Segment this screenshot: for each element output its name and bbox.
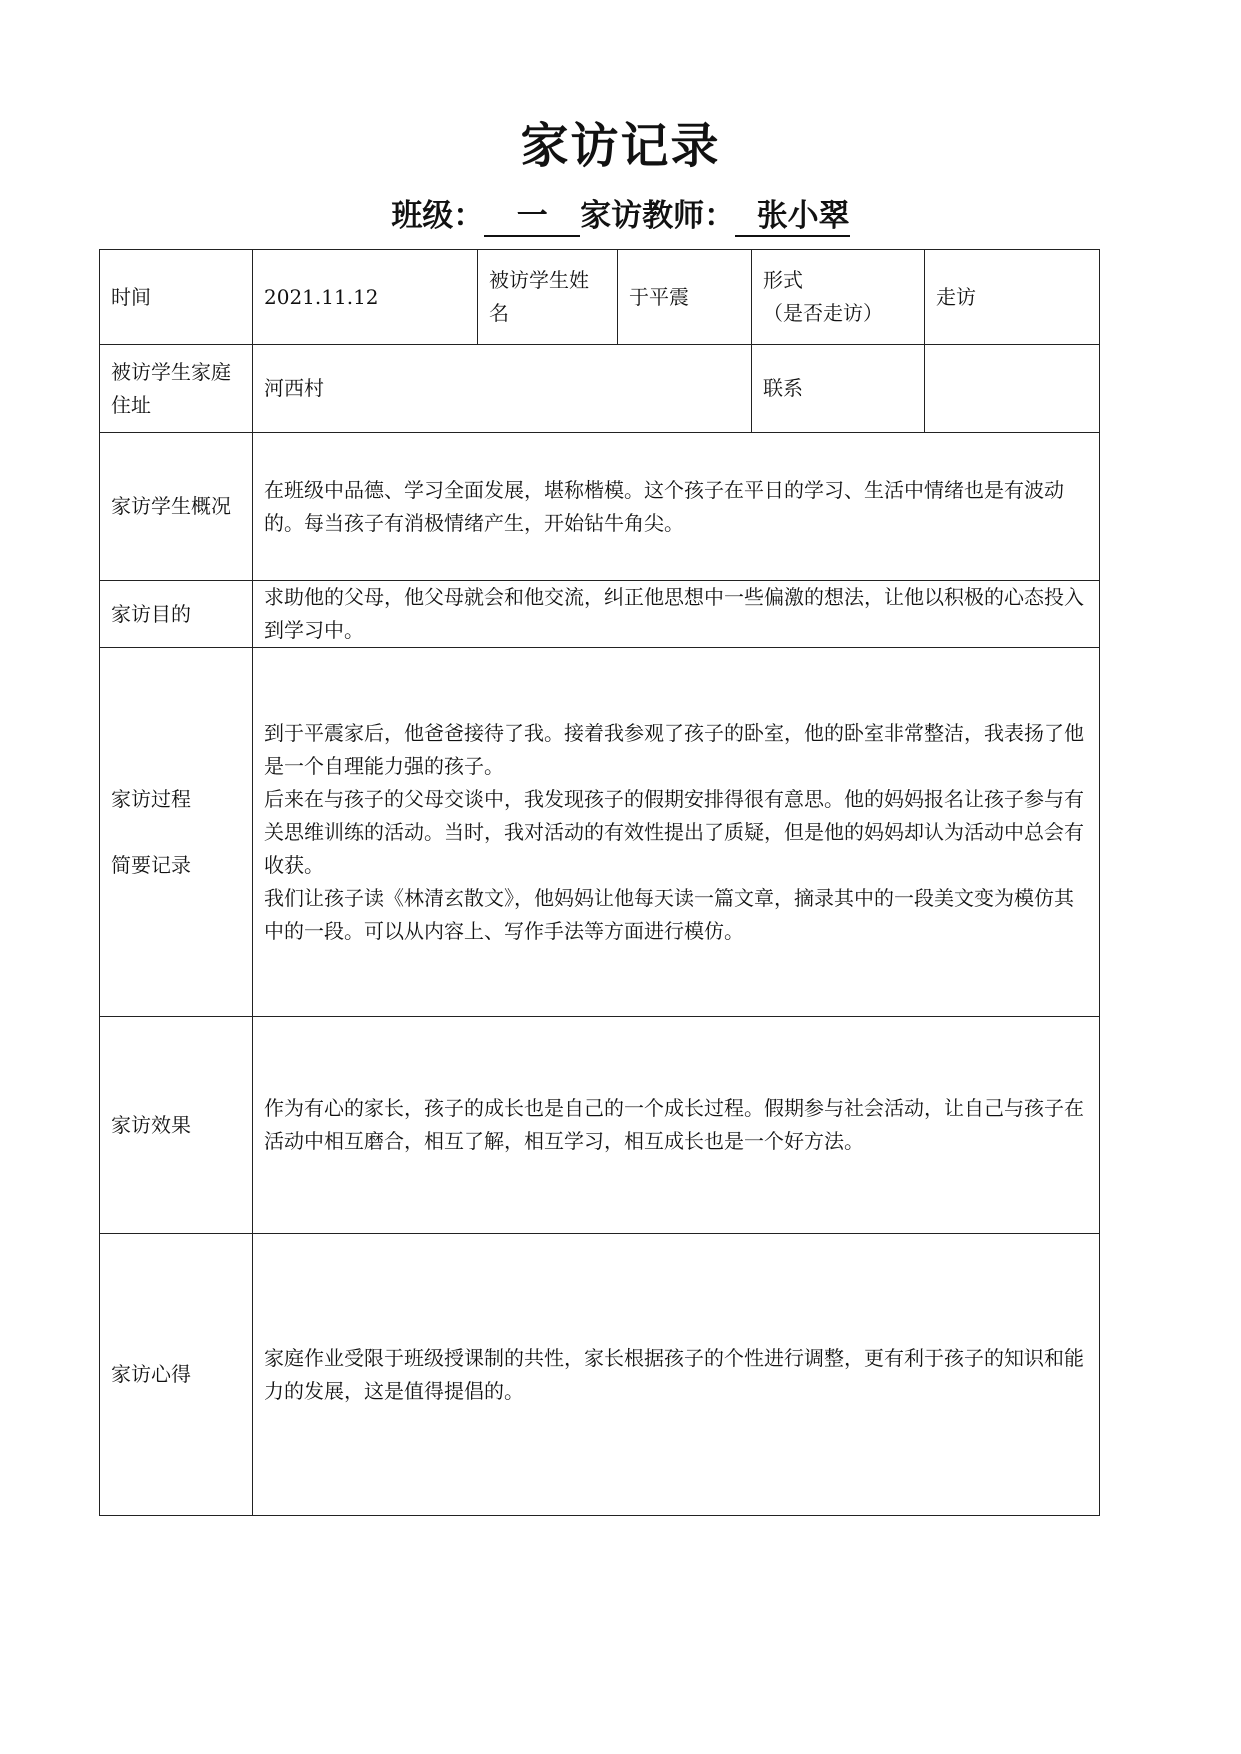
effect-label: 家访效果 — [100, 1017, 253, 1234]
visit-record-table — [99, 249, 1100, 1516]
process-paragraph: 我们让孩子读《林清玄散文》，他妈妈让他每天读一篇文章，摘录其中的一段美文变为模仿其中的一段。可以从内容上、写作手法等方面进行模仿。 — [264, 885, 1074, 943]
overview-label: 家访学生概况 — [100, 433, 253, 581]
effect-text: 作为有心的家长，孩子的成长也是自己的一个成长过程。假期参与社会活动，让自己与孩子在活动中相互磨合，相互了解，相互学习，相互成长也是一个好方法。 — [253, 1017, 1100, 1234]
page-title: 家访记录 — [520, 118, 721, 174]
student-name-value: 于平震 — [618, 250, 752, 345]
contact-value — [925, 345, 1100, 433]
table-row — [100, 1234, 1100, 1516]
teacher-label: 家访教师： — [580, 198, 736, 234]
overview-text: 在班级中品德、学习全面发展，堪称楷模。这个孩子在平日的学习、生活中情绪也是有波动的。每当孩子有消极情绪产生，开始钻牛角尖。 — [253, 433, 1100, 581]
process-text — [253, 648, 1100, 1017]
student-name-label: 被访学生姓名 — [478, 250, 618, 345]
insight-text: 家庭作业受限于班级授课制的共性，家长根据孩子的个性进行调整，更有利于孩子的知识和能力的发展，这是值得提倡的。 — [253, 1234, 1100, 1516]
time-value: 2021.11.12 — [253, 250, 478, 345]
process-label: 家访过程 简要记录 — [100, 648, 253, 1017]
process-paragraph: 到于平震家后，他爸爸接待了我。接着我参观了孩子的卧室，他的卧室非常整洁，我表扬了他是一个自理能力强的孩子。 — [264, 720, 1084, 778]
table-row — [100, 581, 1100, 648]
table-row — [100, 648, 1100, 1017]
table-row — [100, 250, 1100, 345]
contact-label: 联系 — [752, 345, 925, 433]
purpose-text: 求助他的父母，他父母就会和他交流，纠正他思想中一些偏激的想法，让他以积极的心态投入到学习中。 — [253, 581, 1100, 648]
time-label: 时间 — [100, 250, 253, 345]
form-value: 走访 — [925, 250, 1100, 345]
insight-label: 家访心得 — [100, 1234, 253, 1516]
table-row — [100, 1017, 1100, 1234]
process-paragraph: 后来在与孩子的父母交谈中，我发现孩子的假期安排得很有意思。他的妈妈报名让孩子参与有关思维训练的活动。当时，我对活动的有效性提出了质疑，但是他的妈妈却认为活动中总会有收获。 — [264, 786, 1084, 877]
teacher-value: 张小翠 — [735, 198, 850, 237]
class-label: 班级： — [391, 198, 485, 234]
subtitle — [0, 196, 1241, 236]
table-row — [100, 345, 1100, 433]
address-value: 河西村 — [253, 345, 752, 433]
address-label: 被访学生家庭住址 — [100, 345, 253, 433]
form-label: 形式 （是否走访） — [752, 250, 925, 345]
table-row — [100, 433, 1100, 581]
purpose-label: 家访目的 — [100, 581, 253, 648]
class-value: 一 — [484, 198, 580, 237]
